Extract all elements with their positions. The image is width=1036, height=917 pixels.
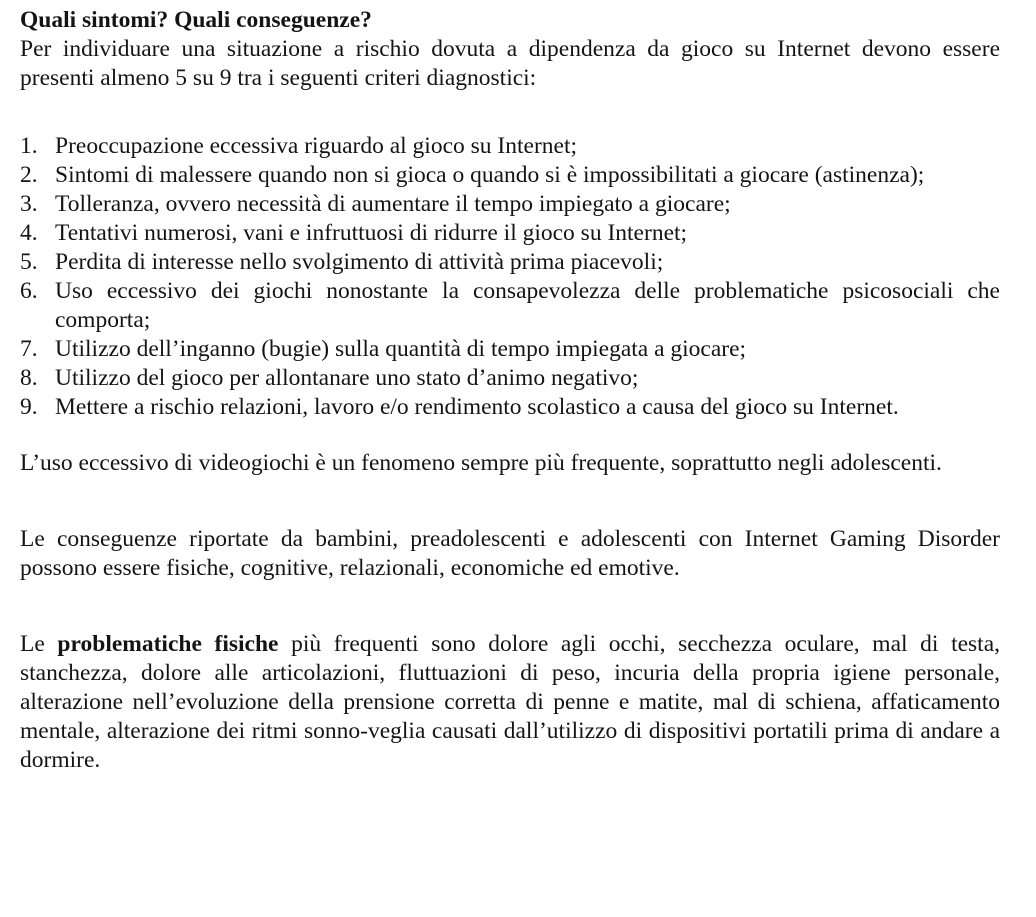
criterion-number: 1. [20, 133, 38, 159]
criterion-item [20, 248, 1000, 277]
criterion-number: 9. [20, 394, 38, 420]
criterion-number: 2. [20, 162, 38, 188]
criterion-text: Perdita di interesse nello svolgimento di attività prima piacevoli; [55, 249, 664, 275]
criterion-number: 7. [20, 336, 38, 362]
criterion-text: Tolleranza, ovvero necessità di aumentare il tempo impiegato a giocare; [55, 191, 731, 217]
criterion-item [20, 132, 1000, 161]
criterion-number: 3. [20, 191, 38, 217]
physical-problems-paragraph [20, 630, 1000, 775]
criterion-text: Preoccupazione eccessiva riguardo al gioco su Internet; [55, 133, 578, 159]
diagnostic-criteria-list [20, 132, 1000, 422]
criterion-item [20, 190, 1000, 219]
criterion-text: Uso eccessivo dei giochi nonostante la consapevolezza delle problematiche psicosociali che comporta; [55, 278, 1000, 333]
adolescents-paragraph: L’uso eccessivo di videogiochi è un fenomeno sempre più frequente, soprattutto negli adolescenti. [20, 450, 942, 476]
criterion-number: 8. [20, 365, 38, 391]
criterion-number: 5. [20, 249, 38, 275]
paragraph-prefix: Le [20, 631, 45, 657]
criterion-item [20, 364, 1000, 393]
criterion-text: Utilizzo del gioco per allontanare uno stato d’animo negativo; [55, 365, 639, 391]
criterion-number: 6. [20, 278, 38, 304]
criterion-item [20, 219, 1000, 248]
document-page [20, 6, 1000, 775]
criterion-item [20, 277, 1000, 335]
bold-term: problematiche fisiche [57, 631, 279, 657]
paragraph-body: più frequenti sono dolore agli occhi, secchezza oculare, mal di testa, stanchezza, dolore alle articolazioni, fluttuazioni di peso, incuria della propria igiene personale, alterazione nell’evoluzione della prensione corretta di penne e matite, mal di schiena, affaticamento mentale, alterazione dei ritmi sonno-veglia causati dall’utilizzo di dispositivi portatili prima di andare a dormire. [20, 631, 1001, 773]
criterion-number: 4. [20, 220, 38, 246]
section-heading: Quali sintomi? Quali conseguenze? [20, 7, 372, 33]
criterion-item [20, 335, 1000, 364]
criterion-item [20, 393, 1000, 422]
consequences-paragraph: Le conseguenze riportate da bambini, preadolescenti e adolescenti con Internet Gaming Disorder possono essere fisiche, cognitive, relazionali, economiche ed emotive. [20, 526, 1000, 581]
criterion-text: Mettere a rischio relazioni, lavoro e/o rendimento scolastico a causa del gioco su Internet. [55, 394, 899, 420]
criterion-text: Sintomi di malessere quando non si gioca o quando si è impossibilitati a giocare (astinenza); [55, 162, 925, 188]
criterion-text: Tentativi numerosi, vani e infruttuosi di ridurre il gioco su Internet; [55, 220, 688, 246]
criterion-text: Utilizzo dell’inganno (bugie) sulla quantità di tempo impiegata a giocare; [55, 336, 747, 362]
intro-paragraph: Per individuare una situazione a rischio dovuta a dipendenza da gioco su Internet devono essere presenti almeno 5 su 9 tra i seguenti criteri diagnostici: [20, 36, 1000, 91]
criterion-item [20, 161, 1000, 190]
